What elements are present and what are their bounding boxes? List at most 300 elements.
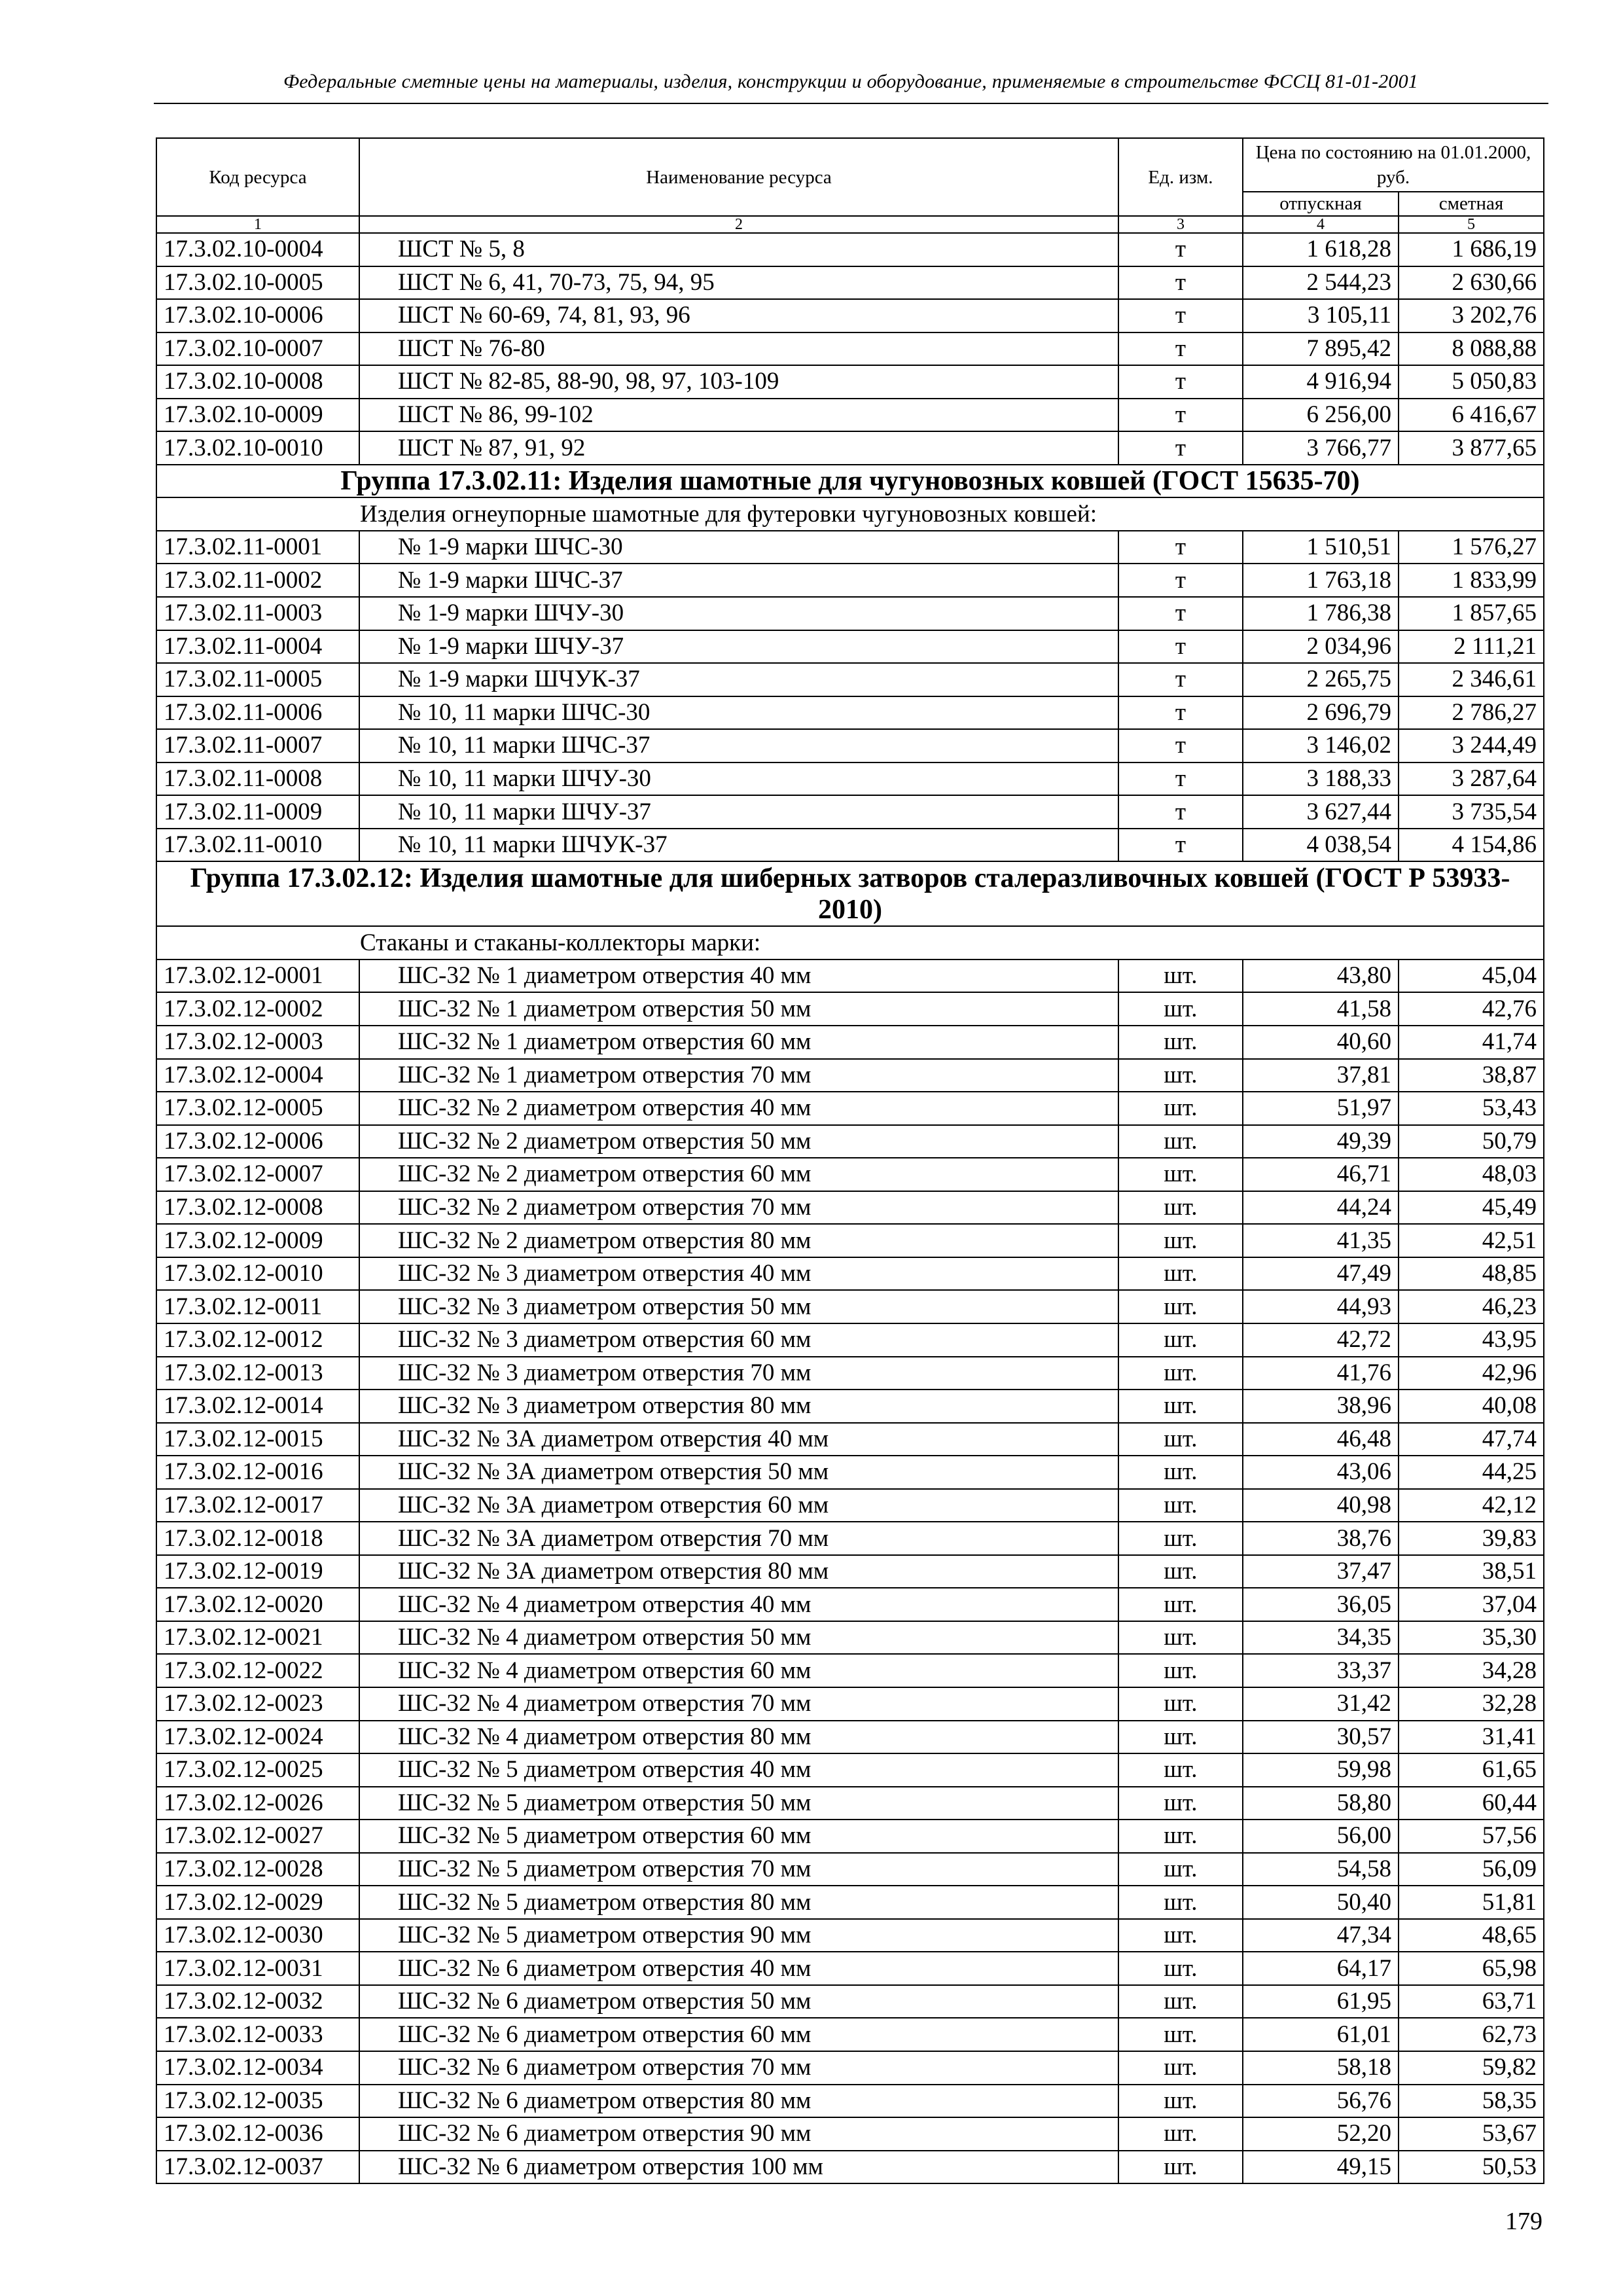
resource-code: 17.3.02.11-0002 bbox=[156, 564, 359, 597]
resource-name: ШС-32 № 2 диаметром отверстия 80 мм bbox=[359, 1224, 1118, 1257]
table-row bbox=[156, 1059, 1544, 1092]
resource-code: 17.3.02.12-0031 bbox=[156, 1952, 359, 1985]
table-row bbox=[156, 1290, 1544, 1323]
unit-of-measure: шт. bbox=[1118, 1654, 1243, 1687]
unit-of-measure: шт. bbox=[1118, 1886, 1243, 1919]
unit-of-measure: шт. bbox=[1118, 1191, 1243, 1225]
resource-code: 17.3.02.12-0023 bbox=[156, 1687, 359, 1721]
unit-of-measure: т bbox=[1118, 332, 1243, 366]
release-price: 38,96 bbox=[1243, 1390, 1399, 1423]
table-row bbox=[156, 1787, 1544, 1820]
page-number: 179 bbox=[1505, 2208, 1543, 2235]
resource-name: ШС-32 № 5 диаметром отверстия 70 мм bbox=[359, 1853, 1118, 1886]
release-price: 38,76 bbox=[1243, 1522, 1399, 1555]
release-price: 1 786,38 bbox=[1243, 597, 1399, 630]
resource-name: № 1-9 марки ШЧС-37 bbox=[359, 564, 1118, 597]
resource-name: № 10, 11 марки ШЧУ-30 bbox=[359, 762, 1118, 796]
table-row bbox=[156, 1125, 1544, 1158]
resource-code: 17.3.02.12-0017 bbox=[156, 1489, 359, 1522]
unit-of-measure: т bbox=[1118, 696, 1243, 730]
table-row bbox=[156, 531, 1544, 564]
estimate-price: 3 877,65 bbox=[1399, 431, 1544, 465]
release-price: 46,71 bbox=[1243, 1158, 1399, 1191]
resource-code: 17.3.02.12-0033 bbox=[156, 2018, 359, 2051]
table-row bbox=[156, 663, 1544, 696]
resource-name: ШСТ № 6, 41, 70-73, 75, 94, 95 bbox=[359, 266, 1118, 300]
release-price: 36,05 bbox=[1243, 1588, 1399, 1621]
resource-code: 17.3.02.12-0009 bbox=[156, 1224, 359, 1257]
unit-of-measure: шт. bbox=[1118, 1522, 1243, 1555]
resource-name: № 1-9 марки ШЧУК-37 bbox=[359, 663, 1118, 696]
group-title: Группа 17.3.02.12: Изделия шамотные для шиберных затворов сталеразливочных ковшей (ГОСТ Р 53933-2010) bbox=[156, 861, 1544, 926]
estimate-price: 57,56 bbox=[1399, 1820, 1544, 1853]
subgroup-row bbox=[156, 926, 1544, 960]
unit-of-measure: т bbox=[1118, 795, 1243, 829]
unit-of-measure: шт. bbox=[1118, 1687, 1243, 1721]
release-price: 2 696,79 bbox=[1243, 696, 1399, 730]
estimate-price: 3 735,54 bbox=[1399, 795, 1544, 829]
group-title-row bbox=[156, 465, 1544, 498]
unit-of-measure: шт. bbox=[1118, 1820, 1243, 1853]
resource-code: 17.3.02.12-0005 bbox=[156, 1092, 359, 1125]
resource-name: ШС-32 № 1 диаметром отверстия 60 мм bbox=[359, 1026, 1118, 1059]
release-price: 34,35 bbox=[1243, 1621, 1399, 1655]
table-row bbox=[156, 829, 1544, 862]
release-price: 41,35 bbox=[1243, 1224, 1399, 1257]
table-row bbox=[156, 564, 1544, 597]
resource-name: ШС-32 № 5 диаметром отверстия 90 мм bbox=[359, 1919, 1118, 1952]
header-code: Код ресурса bbox=[156, 138, 359, 216]
release-price: 49,39 bbox=[1243, 1125, 1399, 1158]
table-row bbox=[156, 1323, 1544, 1357]
estimate-price: 56,09 bbox=[1399, 1853, 1544, 1886]
unit-of-measure: шт. bbox=[1118, 1919, 1243, 1952]
table-row bbox=[156, 233, 1544, 266]
table-row bbox=[156, 1555, 1544, 1588]
resource-name: ШС-32 № 6 диаметром отверстия 80 мм bbox=[359, 2085, 1118, 2118]
table-row bbox=[156, 1721, 1544, 1754]
table-row bbox=[156, 1886, 1544, 1919]
resource-name: ШСТ № 5, 8 bbox=[359, 233, 1118, 266]
estimate-price: 37,04 bbox=[1399, 1588, 1544, 1621]
resource-name: ШС-32 № 6 диаметром отверстия 70 мм bbox=[359, 2051, 1118, 2085]
table-row bbox=[156, 762, 1544, 796]
resource-name: ШС-32 № 2 диаметром отверстия 50 мм bbox=[359, 1125, 1118, 1158]
resource-name: № 10, 11 марки ШЧУ-37 bbox=[359, 795, 1118, 829]
release-price: 2 544,23 bbox=[1243, 266, 1399, 300]
estimate-price: 46,23 bbox=[1399, 1290, 1544, 1323]
table-row bbox=[156, 630, 1544, 664]
unit-of-measure: шт. bbox=[1118, 1787, 1243, 1820]
unit-of-measure: т bbox=[1118, 663, 1243, 696]
estimate-price: 3 244,49 bbox=[1399, 729, 1544, 762]
estimate-price: 50,79 bbox=[1399, 1125, 1544, 1158]
estimate-price: 58,35 bbox=[1399, 2085, 1544, 2118]
estimate-price: 39,83 bbox=[1399, 1522, 1544, 1555]
resource-code: 17.3.02.12-0022 bbox=[156, 1654, 359, 1687]
unit-of-measure: т bbox=[1118, 431, 1243, 465]
table-header bbox=[156, 138, 1544, 233]
release-price: 1 618,28 bbox=[1243, 233, 1399, 266]
unit-of-measure: т bbox=[1118, 597, 1243, 630]
resource-name: № 10, 11 марки ШЧУК-37 bbox=[359, 829, 1118, 862]
estimate-price: 62,73 bbox=[1399, 2018, 1544, 2051]
resource-code: 17.3.02.12-0024 bbox=[156, 1721, 359, 1754]
unit-of-measure: шт. bbox=[1118, 1456, 1243, 1489]
unit-of-measure: шт. bbox=[1118, 1059, 1243, 1092]
resource-name: ШС-32 № 3А диаметром отверстия 70 мм bbox=[359, 1522, 1118, 1555]
resource-code: 17.3.02.11-0006 bbox=[156, 696, 359, 730]
estimate-price: 4 154,86 bbox=[1399, 829, 1544, 862]
resource-code: 17.3.02.10-0007 bbox=[156, 332, 359, 366]
column-number: 3 bbox=[1118, 216, 1243, 233]
release-price: 58,80 bbox=[1243, 1787, 1399, 1820]
estimate-price: 42,51 bbox=[1399, 1224, 1544, 1257]
release-price: 56,76 bbox=[1243, 2085, 1399, 2118]
resource-name: ШСТ № 76-80 bbox=[359, 332, 1118, 366]
release-price: 52,20 bbox=[1243, 2117, 1399, 2151]
subgroup-row bbox=[156, 497, 1544, 531]
resource-code: 17.3.02.11-0009 bbox=[156, 795, 359, 829]
resource-name: ШС-32 № 6 диаметром отверстия 40 мм bbox=[359, 1952, 1118, 1985]
table-row bbox=[156, 1357, 1544, 1390]
estimate-price: 3 202,76 bbox=[1399, 299, 1544, 332]
estimate-price: 1 686,19 bbox=[1399, 233, 1544, 266]
estimate-price: 5 050,83 bbox=[1399, 365, 1544, 399]
unit-of-measure: шт. bbox=[1118, 1290, 1243, 1323]
resource-name: ШСТ № 87, 91, 92 bbox=[359, 431, 1118, 465]
table-row bbox=[156, 2051, 1544, 2085]
resource-code: 17.3.02.11-0007 bbox=[156, 729, 359, 762]
estimate-price: 60,44 bbox=[1399, 1787, 1544, 1820]
table-row bbox=[156, 1456, 1544, 1489]
resource-code: 17.3.02.12-0003 bbox=[156, 1026, 359, 1059]
table-row bbox=[156, 1257, 1544, 1291]
table-row bbox=[156, 1191, 1544, 1225]
release-price: 61,95 bbox=[1243, 1985, 1399, 2018]
subgroup-title: Изделия огнеупорные шамотные для футеровки чугуновозных ковшей: bbox=[156, 497, 1544, 531]
estimate-price: 2 111,21 bbox=[1399, 630, 1544, 664]
unit-of-measure: шт. bbox=[1118, 1853, 1243, 1886]
estimate-price: 2 346,61 bbox=[1399, 663, 1544, 696]
resource-code: 17.3.02.12-0004 bbox=[156, 1059, 359, 1092]
resource-code: 17.3.02.11-0004 bbox=[156, 630, 359, 664]
resource-name: ШС-32 № 3А диаметром отверстия 40 мм bbox=[359, 1423, 1118, 1456]
table-row bbox=[156, 1687, 1544, 1721]
table-row bbox=[156, 795, 1544, 829]
unit-of-measure: т bbox=[1118, 399, 1243, 432]
resource-name: ШС-32 № 6 диаметром отверстия 100 мм bbox=[359, 2151, 1118, 2184]
unit-of-measure: шт. bbox=[1118, 2051, 1243, 2085]
estimate-price: 41,74 bbox=[1399, 1026, 1544, 1059]
column-number: 4 bbox=[1243, 216, 1399, 233]
unit-of-measure: шт. bbox=[1118, 1423, 1243, 1456]
release-price: 59,98 bbox=[1243, 1753, 1399, 1787]
estimate-price: 53,43 bbox=[1399, 1092, 1544, 1125]
estimate-price: 34,28 bbox=[1399, 1654, 1544, 1687]
estimate-price: 65,98 bbox=[1399, 1952, 1544, 1985]
header-column-numbers bbox=[156, 216, 1544, 233]
resource-code: 17.3.02.12-0018 bbox=[156, 1522, 359, 1555]
estimate-price: 31,41 bbox=[1399, 1721, 1544, 1754]
resource-code: 17.3.02.12-0027 bbox=[156, 1820, 359, 1853]
unit-of-measure: шт. bbox=[1118, 1026, 1243, 1059]
unit-of-measure: шт. bbox=[1118, 1555, 1243, 1588]
resource-code: 17.3.02.10-0005 bbox=[156, 266, 359, 300]
resource-code: 17.3.02.12-0016 bbox=[156, 1456, 359, 1489]
unit-of-measure: шт. bbox=[1118, 1489, 1243, 1522]
unit-of-measure: шт. bbox=[1118, 1125, 1243, 1158]
release-price: 30,57 bbox=[1243, 1721, 1399, 1754]
release-price: 3 146,02 bbox=[1243, 729, 1399, 762]
table-row bbox=[156, 1026, 1544, 1059]
resource-code: 17.3.02.12-0011 bbox=[156, 1290, 359, 1323]
resource-name: ШС-32 № 4 диаметром отверстия 60 мм bbox=[359, 1654, 1118, 1687]
unit-of-measure: т bbox=[1118, 365, 1243, 399]
estimate-price: 2 786,27 bbox=[1399, 696, 1544, 730]
resource-name: ШС-32 № 3 диаметром отверстия 70 мм bbox=[359, 1357, 1118, 1390]
resource-code: 17.3.02.11-0005 bbox=[156, 663, 359, 696]
release-price: 6 256,00 bbox=[1243, 399, 1399, 432]
resource-name: ШС-32 № 4 диаметром отверстия 70 мм bbox=[359, 1687, 1118, 1721]
estimate-price: 51,81 bbox=[1399, 1886, 1544, 1919]
unit-of-measure: шт. bbox=[1118, 1257, 1243, 1291]
group-title: Группа 17.3.02.11: Изделия шамотные для чугуновозных ковшей (ГОСТ 15635-70) bbox=[156, 465, 1544, 498]
unit-of-measure: шт. bbox=[1118, 1588, 1243, 1621]
table-row bbox=[156, 399, 1544, 432]
resource-code: 17.3.02.12-0020 bbox=[156, 1588, 359, 1621]
resource-name: ШС-32 № 3 диаметром отверстия 40 мм bbox=[359, 1257, 1118, 1291]
release-price: 49,15 bbox=[1243, 2151, 1399, 2184]
resource-name: № 10, 11 марки ШЧС-37 bbox=[359, 729, 1118, 762]
unit-of-measure: шт. bbox=[1118, 1753, 1243, 1787]
table-row bbox=[156, 431, 1544, 465]
resource-name: ШС-32 № 6 диаметром отверстия 90 мм bbox=[359, 2117, 1118, 2151]
unit-of-measure: шт. bbox=[1118, 2151, 1243, 2184]
estimate-price: 45,49 bbox=[1399, 1191, 1544, 1225]
resource-code: 17.3.02.12-0032 bbox=[156, 1985, 359, 2018]
table-row bbox=[156, 1952, 1544, 1985]
release-price: 58,18 bbox=[1243, 2051, 1399, 2085]
column-number: 1 bbox=[156, 216, 359, 233]
resource-name: № 10, 11 марки ШЧС-30 bbox=[359, 696, 1118, 730]
release-price: 50,40 bbox=[1243, 1886, 1399, 1919]
resource-code: 17.3.02.12-0015 bbox=[156, 1423, 359, 1456]
estimate-price: 45,04 bbox=[1399, 960, 1544, 993]
table-row bbox=[156, 266, 1544, 300]
header-estimate-price: сметная bbox=[1399, 192, 1544, 216]
unit-of-measure: шт. bbox=[1118, 2085, 1243, 2118]
release-price: 47,34 bbox=[1243, 1919, 1399, 1952]
estimate-price: 59,82 bbox=[1399, 2051, 1544, 2085]
table-row bbox=[156, 1158, 1544, 1191]
resource-code: 17.3.02.12-0013 bbox=[156, 1357, 359, 1390]
resource-code: 17.3.02.12-0008 bbox=[156, 1191, 359, 1225]
unit-of-measure: т bbox=[1118, 729, 1243, 762]
unit-of-measure: т bbox=[1118, 531, 1243, 564]
unit-of-measure: т bbox=[1118, 299, 1243, 332]
unit-of-measure: шт. bbox=[1118, 1621, 1243, 1655]
estimate-price: 1 833,99 bbox=[1399, 564, 1544, 597]
running-head: Федеральные сметные цены на материалы, изделия, конструкции и оборудование, применяемые в строительстве ФССЦ 81-01-2001 bbox=[283, 71, 1419, 92]
resource-name: № 1-9 марки ШЧУ-30 bbox=[359, 597, 1118, 630]
release-price: 54,58 bbox=[1243, 1853, 1399, 1886]
release-price: 4 038,54 bbox=[1243, 829, 1399, 862]
table-row bbox=[156, 1919, 1544, 1952]
table-row bbox=[156, 1853, 1544, 1886]
resource-code: 17.3.02.12-0036 bbox=[156, 2117, 359, 2151]
resource-code: 17.3.02.12-0010 bbox=[156, 1257, 359, 1291]
unit-of-measure: шт. bbox=[1118, 1721, 1243, 1754]
estimate-price: 8 088,88 bbox=[1399, 332, 1544, 366]
resource-name: ШС-32 № 3 диаметром отверстия 50 мм bbox=[359, 1290, 1118, 1323]
resource-name: ШС-32 № 5 диаметром отверстия 50 мм bbox=[359, 1787, 1118, 1820]
estimate-price: 1 857,65 bbox=[1399, 597, 1544, 630]
table-row bbox=[156, 960, 1544, 993]
release-price: 61,01 bbox=[1243, 2018, 1399, 2051]
resource-code: 17.3.02.12-0012 bbox=[156, 1323, 359, 1357]
resource-code: 17.3.02.10-0010 bbox=[156, 431, 359, 465]
resource-name: ШС-32 № 3 диаметром отверстия 80 мм bbox=[359, 1390, 1118, 1423]
unit-of-measure: шт. bbox=[1118, 1224, 1243, 1257]
resource-code: 17.3.02.12-0035 bbox=[156, 2085, 359, 2118]
price-table bbox=[156, 137, 1544, 2184]
table-row bbox=[156, 1621, 1544, 1655]
column-number: 5 bbox=[1399, 216, 1544, 233]
unit-of-measure: шт. bbox=[1118, 992, 1243, 1026]
table-row bbox=[156, 1588, 1544, 1621]
resource-name: ШС-32 № 2 диаметром отверстия 40 мм bbox=[359, 1092, 1118, 1125]
resource-name: ШС-32 № 5 диаметром отверстия 40 мм bbox=[359, 1753, 1118, 1787]
estimate-price: 2 630,66 bbox=[1399, 266, 1544, 300]
resource-name: ШС-32 № 4 диаметром отверстия 80 мм bbox=[359, 1721, 1118, 1754]
table-row bbox=[156, 1654, 1544, 1687]
estimate-price: 6 416,67 bbox=[1399, 399, 1544, 432]
table-row bbox=[156, 1423, 1544, 1456]
release-price: 4 916,94 bbox=[1243, 365, 1399, 399]
resource-name: ШС-32 № 4 диаметром отверстия 40 мм bbox=[359, 1588, 1118, 1621]
release-price: 3 105,11 bbox=[1243, 299, 1399, 332]
table-row bbox=[156, 2085, 1544, 2118]
header-release-price: отпускная bbox=[1243, 192, 1399, 216]
resource-code: 17.3.02.12-0021 bbox=[156, 1621, 359, 1655]
resource-code: 17.3.02.10-0008 bbox=[156, 365, 359, 399]
release-price: 43,06 bbox=[1243, 1456, 1399, 1489]
resource-name: ШС-32 № 4 диаметром отверстия 50 мм bbox=[359, 1621, 1118, 1655]
table-row bbox=[156, 2117, 1544, 2151]
estimate-price: 63,71 bbox=[1399, 1985, 1544, 2018]
release-price: 2 034,96 bbox=[1243, 630, 1399, 664]
table-row bbox=[156, 696, 1544, 730]
estimate-price: 61,65 bbox=[1399, 1753, 1544, 1787]
release-price: 41,76 bbox=[1243, 1357, 1399, 1390]
resource-name: ШС-32 № 5 диаметром отверстия 80 мм bbox=[359, 1886, 1118, 1919]
table-row bbox=[156, 1489, 1544, 1522]
resource-code: 17.3.02.12-0034 bbox=[156, 2051, 359, 2085]
release-price: 3 188,33 bbox=[1243, 762, 1399, 796]
estimate-price: 3 287,64 bbox=[1399, 762, 1544, 796]
unit-of-measure: т bbox=[1118, 829, 1243, 862]
subgroup-title: Стаканы и стаканы-коллекторы марки: bbox=[156, 926, 1544, 960]
table-row bbox=[156, 332, 1544, 366]
header-name: Наименование ресурса bbox=[359, 138, 1118, 216]
resource-code: 17.3.02.10-0009 bbox=[156, 399, 359, 432]
estimate-price: 38,87 bbox=[1399, 1059, 1544, 1092]
unit-of-measure: шт. bbox=[1118, 1952, 1243, 1985]
table-row bbox=[156, 729, 1544, 762]
resource-code: 17.3.02.12-0037 bbox=[156, 2151, 359, 2184]
unit-of-measure: т bbox=[1118, 266, 1243, 300]
table-row bbox=[156, 1753, 1544, 1787]
unit-of-measure: шт. bbox=[1118, 960, 1243, 993]
estimate-price: 42,96 bbox=[1399, 1357, 1544, 1390]
table-row bbox=[156, 1820, 1544, 1853]
release-price: 1 763,18 bbox=[1243, 564, 1399, 597]
unit-of-measure: т bbox=[1118, 564, 1243, 597]
resource-code: 17.3.02.12-0030 bbox=[156, 1919, 359, 1952]
table-row bbox=[156, 597, 1544, 630]
resource-name: ШСТ № 86, 99-102 bbox=[359, 399, 1118, 432]
release-price: 1 510,51 bbox=[1243, 531, 1399, 564]
resource-name: ШС-32 № 1 диаметром отверстия 70 мм bbox=[359, 1059, 1118, 1092]
table-row bbox=[156, 1522, 1544, 1555]
resource-name: ШС-32 № 6 диаметром отверстия 60 мм bbox=[359, 2018, 1118, 2051]
release-price: 37,81 bbox=[1243, 1059, 1399, 1092]
unit-of-measure: шт. bbox=[1118, 1092, 1243, 1125]
table-row bbox=[156, 992, 1544, 1026]
estimate-price: 47,74 bbox=[1399, 1423, 1544, 1456]
unit-of-measure: шт. bbox=[1118, 1158, 1243, 1191]
header-unit: Ед. изм. bbox=[1118, 138, 1243, 216]
resource-code: 17.3.02.12-0014 bbox=[156, 1390, 359, 1423]
unit-of-measure: т bbox=[1118, 233, 1243, 266]
release-price: 44,93 bbox=[1243, 1290, 1399, 1323]
release-price: 2 265,75 bbox=[1243, 663, 1399, 696]
release-price: 47,49 bbox=[1243, 1257, 1399, 1291]
release-price: 40,98 bbox=[1243, 1489, 1399, 1522]
estimate-price: 1 576,27 bbox=[1399, 531, 1544, 564]
release-price: 3 766,77 bbox=[1243, 431, 1399, 465]
unit-of-measure: т bbox=[1118, 630, 1243, 664]
resource-code: 17.3.02.12-0029 bbox=[156, 1886, 359, 1919]
resource-code: 17.3.02.12-0019 bbox=[156, 1555, 359, 1588]
resource-name: ШС-32 № 2 диаметром отверстия 60 мм bbox=[359, 1158, 1118, 1191]
table-row bbox=[156, 1224, 1544, 1257]
table-row bbox=[156, 2018, 1544, 2051]
table-body bbox=[156, 233, 1544, 2183]
resource-name: ШС-32 № 1 диаметром отверстия 50 мм bbox=[359, 992, 1118, 1026]
estimate-price: 32,28 bbox=[1399, 1687, 1544, 1721]
table-row bbox=[156, 1092, 1544, 1125]
release-price: 7 895,42 bbox=[1243, 332, 1399, 366]
unit-of-measure: шт. bbox=[1118, 1357, 1243, 1390]
resource-code: 17.3.02.11-0001 bbox=[156, 531, 359, 564]
release-price: 3 627,44 bbox=[1243, 795, 1399, 829]
resource-name: № 1-9 марки ШЧС-30 bbox=[359, 531, 1118, 564]
resource-code: 17.3.02.12-0002 bbox=[156, 992, 359, 1026]
column-number: 2 bbox=[359, 216, 1118, 233]
resource-code: 17.3.02.10-0006 bbox=[156, 299, 359, 332]
release-price: 41,58 bbox=[1243, 992, 1399, 1026]
estimate-price: 48,65 bbox=[1399, 1919, 1544, 1952]
resource-name: ШС-32 № 3А диаметром отверстия 50 мм bbox=[359, 1456, 1118, 1489]
resource-code: 17.3.02.11-0008 bbox=[156, 762, 359, 796]
resource-name: № 1-9 марки ШЧУ-37 bbox=[359, 630, 1118, 664]
release-price: 40,60 bbox=[1243, 1026, 1399, 1059]
release-price: 33,37 bbox=[1243, 1654, 1399, 1687]
resource-code: 17.3.02.11-0003 bbox=[156, 597, 359, 630]
resource-code: 17.3.02.12-0007 bbox=[156, 1158, 359, 1191]
